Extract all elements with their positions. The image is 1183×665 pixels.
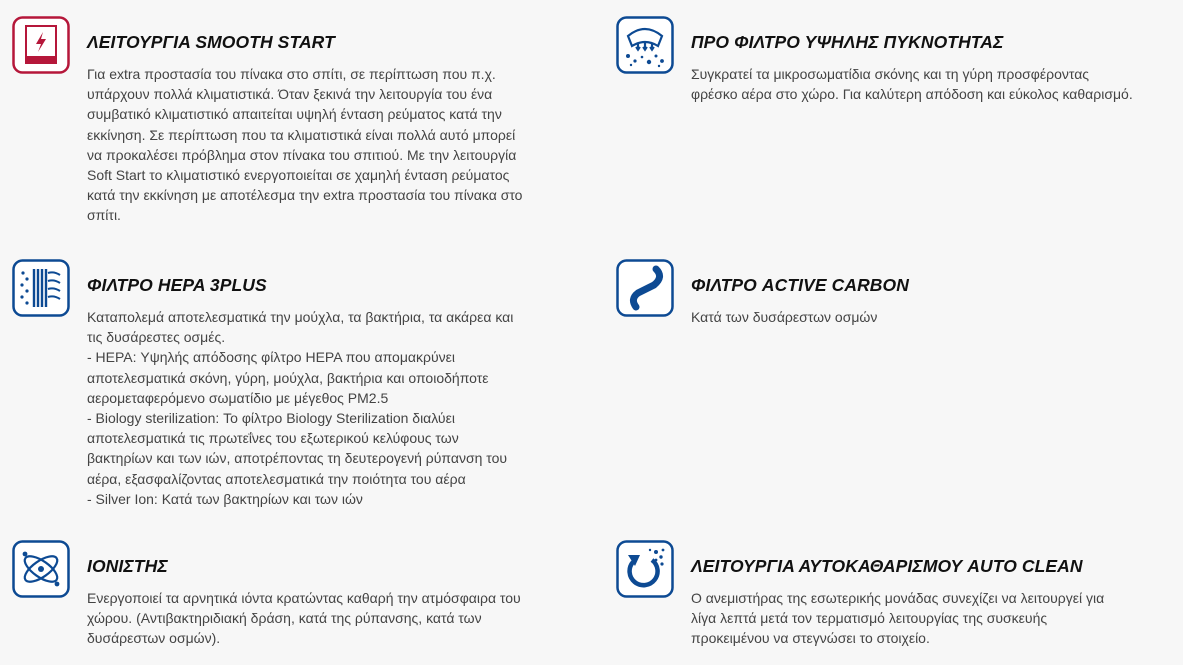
ionizer-icon <box>12 540 70 598</box>
feature-description: Καταπολεμά αποτελεσματικά την μούχλα, τα βακτήρια, τα ακάρεα και τις δυσάρεστες οσμές. - HEPA: Υψηλής απόδοσης φίλτρο HEPA που απομακρύνει αποτελεσματικά σκόνη, γύρη, μούχλα, βακτήρια και οποιοδήποτε αερομεταφερόμενο σωματίδιο με μέγεθος PM2.5 - Biology sterilization: Το φίλτρο Biology Sterilization διαλύει αποτελεσματικά τις πρωτεΐνες του εξωτερικού κελύφους των βακτηρίων και των ιών, αποτρέποντας τη δευτερογενή ρύπανση του αέρα, εξασφαλίζοντας αποτελεσματικά την ποιότητα του αέρα - Silver Ion: Κατά των βακτηρίων και των ιών <box>87 309 514 507</box>
feature-title: ΛΕΙΤΟΥΡΓΙΑ SMOOTH START <box>87 32 335 52</box>
auto-clean-icon <box>616 540 674 598</box>
feature-description: Ενεργοποιεί τα αρνητικά ιόντα κρατώντας καθαρή την ατμόσφαιρα του χώρου. (Αντιβακτηριδιακή δράση, κατά της ρύπανσης, κατά των δυσάρεστων οσμών). <box>87 590 521 647</box>
feature-title: ΠΡΟ ΦΙΛΤΡΟ ΥΨΗΛΗΣ ΠΥΚΝΟΤΗΤΑΣ <box>691 32 1004 52</box>
hepa-filter-icon <box>12 259 70 317</box>
feature-title: ΛΕΙΤΟΥΡΓΙΑ ΑΥΤΟΚΑΘΑΡΙΣΜΟΥ AUTO CLEAN <box>691 556 1083 576</box>
feature-description: Ο ανεμιστήρας της εσωτερικής μονάδας συνεχίζει να λειτουργεί για λίγα λεπτά μετά τον τερματισμό λειτουργίας της συσκευής προκειμένου να στεγνώσει το στοιχείο. <box>691 590 1105 647</box>
feature-description: Για extra προστασία του πίνακα στο σπίτι, σε περίπτωση που π.χ. υπάρχουν πολλά κλιματιστικά. Όταν ξεκινά την λειτουργία του ένα συμβατικό κλιματιστικό απαιτείται υψηλή ένταση ρεύματος κατά την εκκίνηση. Σε περίπτωση που τα κλιματιστικά είναι πολλά αυτό μπορεί να προκαλέσει πρόβλημα στον πίνακα του σπιτιού. Με την λειτουργία Soft Start το κλιματιστικό ενεργοποιείται σε χαμηλή ένταση ρεύματος κατά την εκκίνηση με αποτέλεσμα την extra προστασία του πίνακα στο σπίτι. <box>87 66 523 224</box>
power-panel-icon <box>12 16 70 74</box>
feature-description: Συγκρατεί τα μικροσωματίδια σκόνης και τη γύρη προσφέροντας φρέσκο αέρα στο χώρο. Για καλύτερη απόδοση και εύκολος καθαρισμό. <box>691 66 1133 103</box>
feature-title: ΙΟΝΙΣΤΗΣ <box>87 556 168 576</box>
carbon-filter-icon <box>616 259 674 317</box>
feature-description: Κατά των δυσάρεστων οσμών <box>691 309 878 325</box>
feature-title: ΦΙΛΤΡΟ ACTIVE CARBON <box>691 275 909 295</box>
dust-filter-icon <box>616 16 674 74</box>
feature-title: ΦΙΛΤΡΟ HEPA 3PLUS <box>87 275 267 295</box>
